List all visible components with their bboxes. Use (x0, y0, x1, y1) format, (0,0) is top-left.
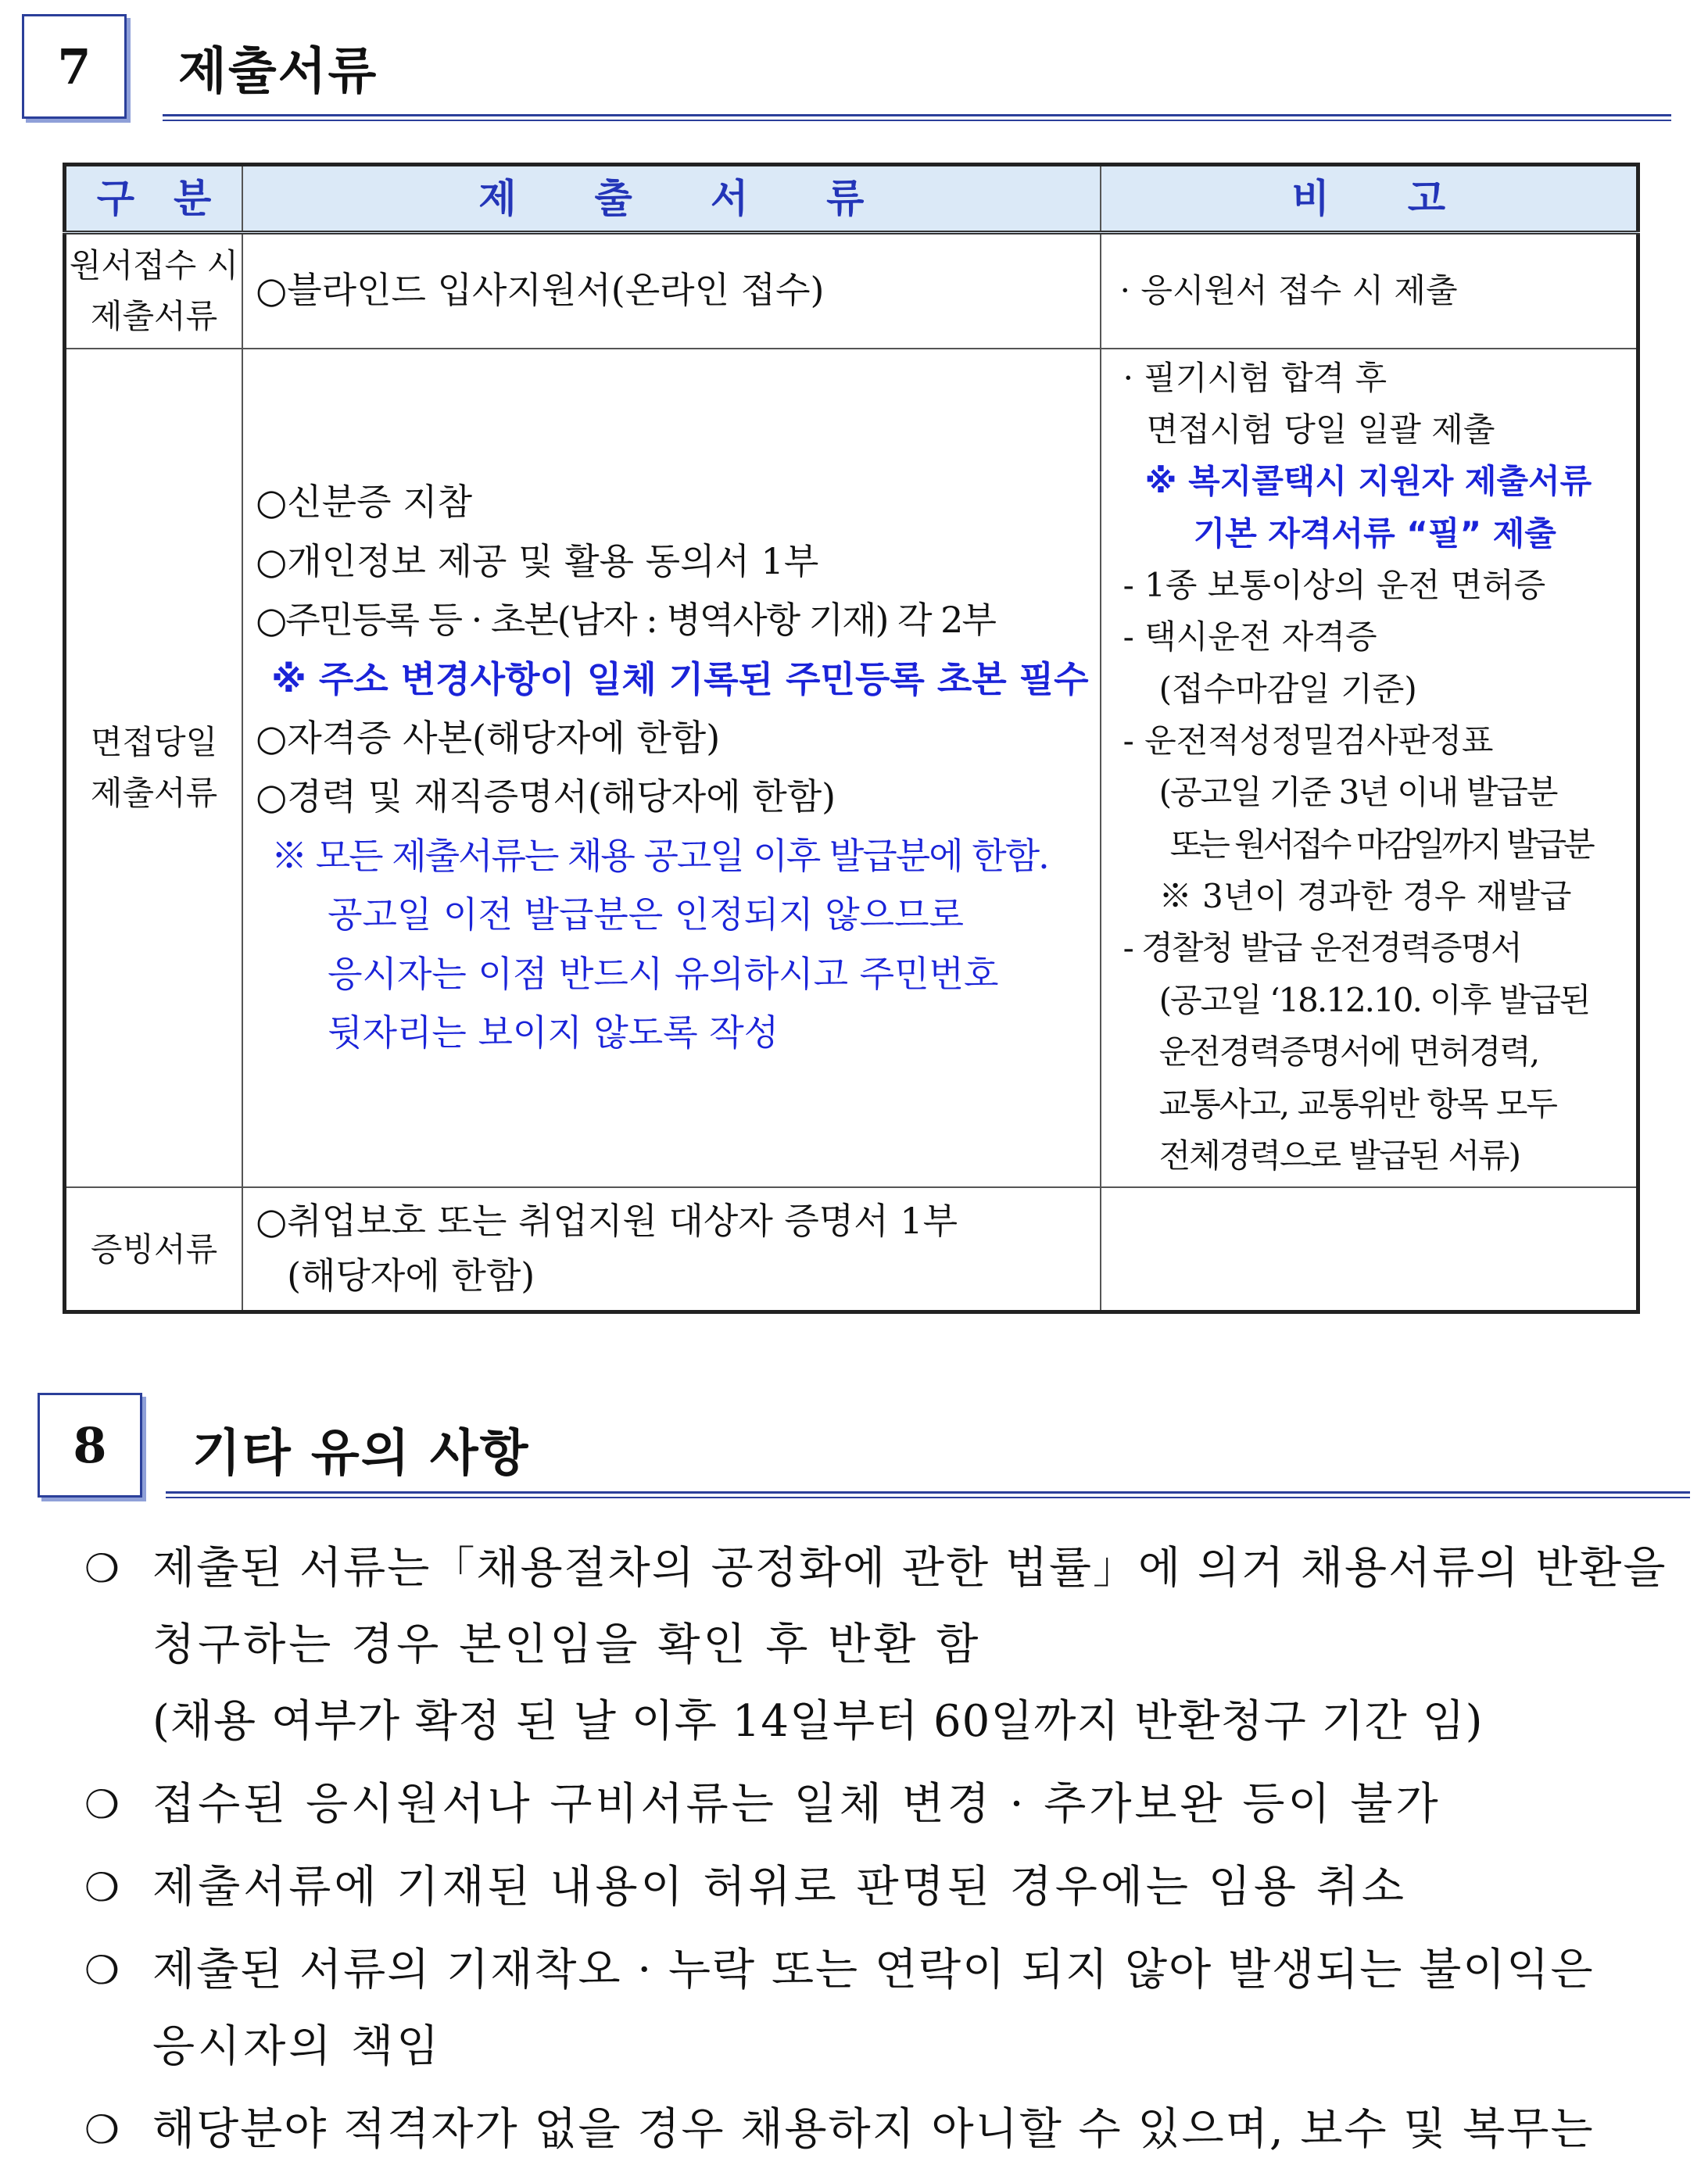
note-line: 제출된 서류는「채용절차의 공정화에 관한 법률」에 의거 채용서류의 반환을 (152, 1543, 1667, 1594)
section-title-7: 제출서류 (178, 43, 378, 101)
document-item: ○개인정보 제공 및 활용 동의서 1부 (256, 539, 819, 582)
category-line: 원서접수 시 (69, 246, 239, 285)
note-line: 청구하는 경우 본인임을 확인 후 반환 함 (152, 1619, 982, 1670)
document-item: (해당자에 한함) (287, 1254, 535, 1297)
circle-bullet-icon: ❍ (84, 1782, 120, 1827)
notes-list (78, 1530, 1688, 2168)
row1-remarks (1101, 233, 1638, 349)
row3-remarks (1101, 1187, 1638, 1312)
row1-documents (242, 233, 1101, 349)
note-line: 제출된 서류의 기재착오 · 누락 또는 연락이 되지 않아 발생되는 불이익은 (152, 1945, 1595, 1995)
document-item: ○취업보호 또는 취업지원 대상자 증명서 1부 (256, 1200, 958, 1243)
note-line: (채용 여부가 확정 된 날 이후 14일부터 60일까지 반환청구 기간 임) (152, 1696, 1484, 1747)
category-line: 면접당일 (90, 723, 218, 762)
required-documents-table (63, 163, 1640, 1314)
issuance-notice: 뒷자리는 보이지 않도록 작성 (328, 1011, 779, 1054)
row3-category (65, 1187, 243, 1312)
remark-item: 전체경력으로 발급된 서류) (1158, 1136, 1520, 1175)
remark-item: (접수마감일 기준) (1158, 669, 1417, 708)
section-rule-7 (163, 114, 1671, 121)
section-rule-8 (166, 1491, 1690, 1498)
issuance-notice: ※ 모든 제출서류는 채용 공고일 이후 발급분에 한함. (271, 834, 1048, 877)
required-notice: ※ 주소 변경사항이 일체 기록된 주민등록 초본 필수 (271, 657, 1089, 700)
remark-item: 교통사고, 교통위반 항목 모두 (1158, 1084, 1556, 1123)
section-title-8: 기타 유의 사항 (192, 1425, 530, 1483)
header-documents: 제 출 서 류 (242, 165, 1101, 233)
table-row (65, 349, 1638, 1188)
row1-category (65, 233, 243, 349)
remark-item: - 운전적성정밀검사판정표 (1123, 721, 1494, 760)
issuance-notice: 응시자는 이점 반드시 유의하시고 주민번호 (328, 952, 999, 995)
taxi-notice: ※ 복지콜택시 지원자 제출서류 (1144, 462, 1592, 501)
list-item (78, 1849, 1688, 1926)
list-item (78, 2092, 1688, 2168)
circle-bullet-icon: ❍ (84, 1865, 120, 1910)
remark-item: (공고일 기준 3년 이내 발급분 (1158, 773, 1557, 812)
list-item (78, 1530, 1688, 1760)
row2-remarks (1101, 349, 1638, 1188)
table-row (65, 233, 1638, 349)
note-line: 응시자의 책임 (152, 2021, 442, 2072)
remark-line: · 필기시험 합격 후 (1123, 358, 1388, 397)
section-number-8: 8 (38, 1393, 142, 1498)
table-header-row (65, 165, 1638, 233)
category-line: 증빙서류 (90, 1229, 218, 1269)
header-category: 구 분 (65, 165, 243, 233)
category-line: 제출서류 (90, 774, 218, 813)
note-line: 해당분야 적격자가 없을 경우 채용하지 아니할 수 있으며, 보수 및 복무는 (152, 2104, 1595, 2155)
remark-item: - 1종 보통이상의 운전 면허증 (1123, 565, 1546, 604)
remark-line: · 응시원서 접수 시 제출 (1119, 271, 1458, 310)
remark-item: - 경찰청 발급 운전경력증명서 (1123, 929, 1521, 968)
document-item: ○블라인드 입사지원서(온라인 접수) (256, 269, 825, 312)
document-item: ○주민등록 등 · 초본(남자 : 병역사항 기재) 각 2부 (256, 599, 995, 642)
circle-bullet-icon: ❍ (84, 1546, 120, 1591)
document-item: ○경력 및 재직증명서(해당자에 한함) (256, 775, 836, 818)
list-item (78, 1932, 1688, 2085)
remark-line: 면접시험 당일 일괄 제출 (1146, 410, 1495, 449)
category-line: 제출서류 (90, 297, 218, 336)
row2-documents (242, 349, 1101, 1188)
header-remarks: 비 고 (1101, 165, 1638, 233)
table-row (65, 1187, 1638, 1312)
list-item (78, 1766, 1688, 1843)
issuance-notice: 공고일 이전 발급분은 인정되지 않으므로 (328, 893, 964, 936)
remark-item: (공고일 ‘18.12.10. 이후 발급된 (1158, 980, 1590, 1019)
row2-category (65, 349, 243, 1188)
section-number-7: 7 (22, 14, 127, 119)
document-item: ○신분증 지참 (256, 481, 473, 524)
document-item: ○자격증 사본(해당자에 한함) (256, 716, 721, 759)
remark-item: 운전경력증명서에 면허경력, (1158, 1032, 1539, 1072)
taxi-notice: 기본 자격서류 “필” 제출 (1193, 514, 1556, 553)
remark-item: ※ 3년이 경과한 경우 재발급 (1158, 877, 1572, 916)
remark-item: 또는 원서접수 마감일까지 발급분 (1169, 825, 1592, 864)
note-line: 제출서류에 기재된 내용이 허위로 판명된 경우에는 임용 취소 (152, 1862, 1408, 1913)
remark-item: - 택시운전 자격증 (1123, 617, 1377, 657)
note-line: 접수된 응시원서나 구비서류는 일체 변경 · 추가보완 등이 불가 (152, 1779, 1441, 1830)
circle-bullet-icon: ❍ (84, 1948, 120, 1993)
row3-documents (242, 1187, 1101, 1312)
circle-bullet-icon: ❍ (84, 2107, 120, 2153)
